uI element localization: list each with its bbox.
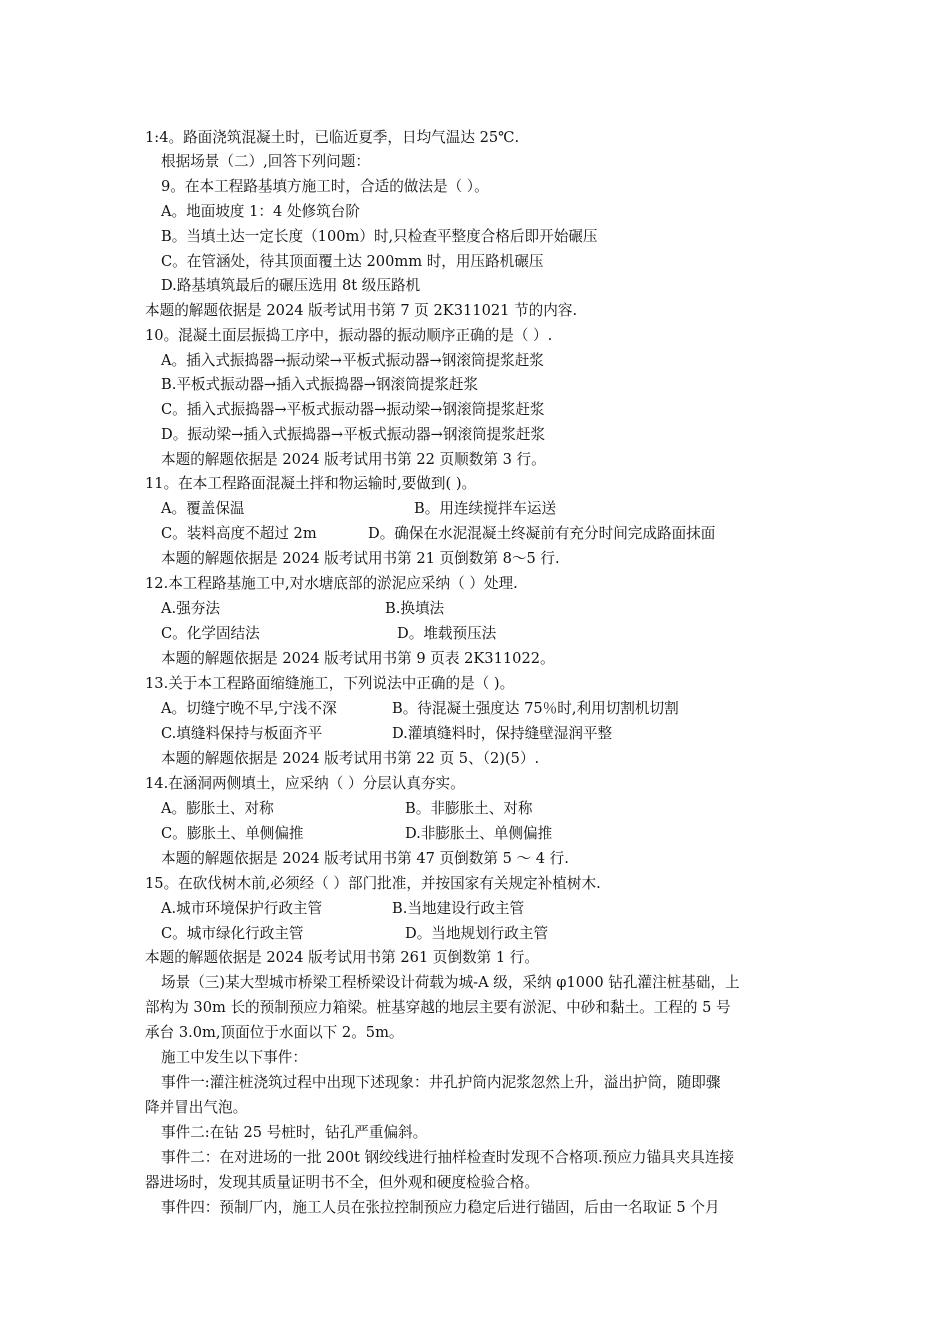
option-a: A。膨胀土、对称: [161, 800, 274, 817]
answer-basis: 本题的解题依据是 2024 版考试用书第 22 页 5、（2)(5）.: [161, 750, 540, 767]
event-paragraph: 事件四：预制厂内，施工人员在张拉控制预应力稳定后进行锚固，后由一名取证 5 个月: [161, 1199, 720, 1216]
question-9: 9。在本工程路基填方施工时，合适的做法是（ ）。: [161, 178, 489, 195]
option-b: B.当地建设行政主管: [392, 900, 525, 917]
question-15: 15。在砍伐树木前,必须经（ ）部门批准，并按国家有关规定补植树木.: [145, 875, 601, 892]
answer-basis: 本题的解题依据是 2024 版考试用书第 9 页表 2K311022。: [161, 650, 555, 667]
option-d: D。确保在水泥混凝土终凝前有充分时间完成路面抹面: [368, 525, 716, 542]
scenario-paragraph: 部构为 30m 长的预制预应力箱梁。桩基穿越的地层主要有淤泥、中砂和黏土。工程的 5 号: [145, 999, 731, 1016]
option-line: A。插入式振捣器→振动梁→平板式振动器→钢滚筒提浆赶浆: [161, 352, 544, 369]
option-c: C。装料高度不超过 2m: [161, 525, 317, 542]
question-11: 11。在本工程路面混凝土拌和物运输时,要做到( )。: [145, 475, 477, 492]
question-12: 12.本工程路基施工中,对水塘底部的淤泥应采纳（ ）处理.: [145, 575, 518, 592]
option-line: [161, 899, 525, 919]
event-paragraph: 事件二：在对进场的一批 200t 钢绞线进行抽样检查时发现不合格项.预应力锚具夹具连接: [161, 1149, 735, 1166]
event-paragraph: 事件一:灌注桩浇筑过程中出现下述现象：井孔护筒内泥浆忽然上升，溢出护筒，随即骤: [161, 1074, 721, 1091]
option-line: B。当填土达一定长度（100m）时,只检查平整度合格后即开始碾压: [161, 228, 598, 245]
answer-basis: 本题的解题依据是 2024 版考试用书第 47 页倒数第 5 ～ 4 行.: [161, 850, 569, 867]
option-b: B。非膨胀土、对称: [405, 800, 533, 817]
answer-basis: 本题的解题依据是 2024 版考试用书第 261 页倒数第 1 行。: [145, 949, 539, 966]
option-c: C。化学固结法: [161, 625, 260, 642]
option-b: B.换填法: [385, 600, 445, 617]
question-13: 13.关于本工程路面缩缝施工，下列说法中正确的是（ )。: [145, 675, 515, 692]
option-line: [161, 724, 613, 744]
option-line: D。振动梁→插入式振捣器→平板式振动器→钢滚筒提浆赶浆: [161, 426, 546, 443]
scenario-paragraph: 承台 3.0m,顶面位于水面以下 2。5m。: [145, 1024, 404, 1041]
option-b: B。待混凝土强度达 75％时,利用切割机切割: [392, 700, 679, 717]
answer-basis: 本题的解题依据是 2024 版考试用书第 7 页 2K311021 节的内容.: [145, 302, 578, 319]
option-c: C.填缝料保持与板面齐平: [161, 725, 323, 742]
question-10: 10。混凝土面层振捣工序中，振动器的振动顺序正确的是（ ）.: [145, 327, 553, 344]
event-paragraph: 降并冒出气泡。: [145, 1099, 248, 1116]
answer-basis: 本题的解题依据是 2024 版考试用书第 21 页倒数第 8～5 行.: [161, 550, 560, 567]
option-line: A。地面坡度 1：4 处修筑台阶: [161, 203, 360, 220]
option-a: A.城市环境保护行政主管: [161, 900, 323, 917]
scenario-paragraph: 施工中发生以下事件：: [161, 1049, 307, 1066]
option-a: A.强夯法: [161, 600, 220, 617]
option-line: [161, 824, 553, 844]
option-line: C。在管涵处，待其顶面覆土达 200mm 时，用压路机碾压: [161, 253, 544, 270]
option-line: [161, 599, 445, 619]
option-line: [161, 499, 557, 519]
option-line: [161, 799, 533, 819]
option-d: D.灌填缝料时，保持缝壁湿润平整: [392, 725, 613, 742]
option-line: [161, 524, 716, 544]
option-d: D.非膨胀土、单侧偏推: [405, 825, 553, 842]
event-paragraph: 器进场时，发现其质量证明书不全，但外观和硬度检验合格。: [145, 1174, 540, 1191]
event-paragraph: 事件二:在钻 25 号桩时，钻孔严重偏斜。: [161, 1124, 428, 1141]
option-line: B.平板式振动器→插入式振捣器→钢滚筒提浆赶浆: [161, 376, 479, 393]
question-14: 14.在涵洞两侧填土，应采纳（ ）分层认真夯实。: [145, 775, 465, 792]
option-b: B。用连续搅拌车运送: [414, 500, 557, 517]
option-a: A。覆盖保温: [161, 500, 245, 517]
answer-basis: 本题的解题依据是 2024 版考试用书第 22 页顺数第 3 行。: [161, 451, 546, 468]
text-line: 根据场景（二）,回答下列问题：: [161, 153, 370, 170]
option-c: C。城市绿化行政主管: [161, 925, 304, 942]
option-d: D。当地规划行政主管: [405, 925, 549, 942]
option-d: D。堆载预压法: [397, 625, 497, 642]
option-a: A。切缝宁晚不早,宁浅不深: [161, 700, 337, 717]
option-line: D.路基填筑最后的碾压选用 8t 级压路机: [161, 277, 421, 294]
scenario-paragraph: 场景（三)某大型城市桥梁工程桥梁设计荷载为城-A 级，采纳 φ1000 钻孔灌注桩基础，上: [161, 974, 740, 991]
option-line: [161, 624, 497, 644]
option-line: [161, 699, 679, 719]
option-c: C。膨胀土、单侧偏推: [161, 825, 304, 842]
option-line: [161, 924, 549, 944]
text-line: 1:4。路面浇筑混凝土时，已临近夏季，日均气温达 25℃.: [145, 129, 520, 146]
option-line: C。插入式振捣器→平板式振动器→振动梁→钢滚筒提浆赶浆: [161, 401, 545, 418]
